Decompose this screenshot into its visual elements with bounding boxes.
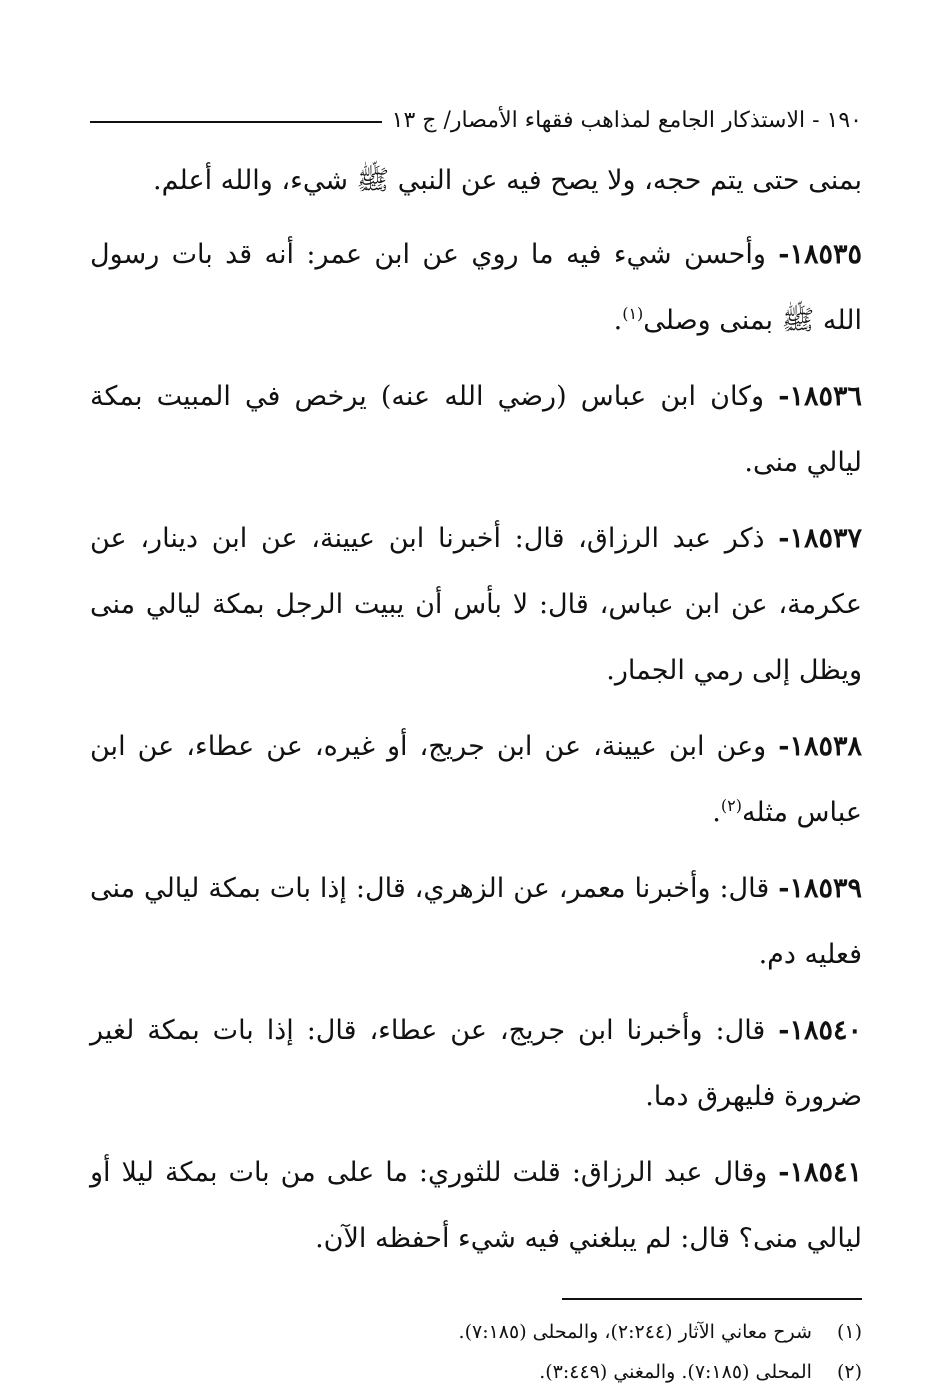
paragraph-18541 — [90, 1140, 862, 1272]
paragraph-18537 — [90, 506, 862, 704]
footnote-reference: (٢) — [720, 796, 742, 815]
paragraph-18540 — [90, 998, 862, 1130]
paragraph-text: وعن ابن عيينة، عن ابن جريج، أو غيره، عن عطاء، عن ابن عباس مثله — [90, 731, 862, 828]
footnote-label: (١) — [836, 1321, 862, 1343]
header-rule — [90, 121, 382, 123]
footnote-reference: (١) — [622, 304, 644, 323]
paragraph-number: ١٨٥٤٠- — [778, 1015, 862, 1046]
paragraph-end: . — [613, 305, 623, 336]
paragraph-number: ١٨٥٣٦- — [778, 381, 862, 412]
paragraph-number: ١٨٥٣٥- — [778, 239, 862, 270]
page — [90, 100, 862, 1392]
running-title: ١٩٠ - الاستذكار الجامع لمذاهب فقهاء الأمصار/ ج ١٣ — [391, 107, 862, 133]
paragraph-18539 — [90, 856, 862, 988]
paragraph-text: ذكر عبد الرزاق، قال: أخبرنا ابن عيينة، عن ابن دينار، عن عكرمة، عن ابن عباس، قال: لا بأس أن يبيت الرجل بمكة ليالي منى ويظل إلى رمي الجمار. — [90, 523, 862, 686]
footnote-text: شرح معاني الآثار (٢:٢٤٤)، والمحلى (٧:١٨٥). — [458, 1321, 812, 1343]
paragraph-18536 — [90, 364, 862, 496]
paragraph-text: قال: وأخبرنا ابن جريج، عن عطاء، قال: إذا بات بمكة لغير ضرورة فليهرق دما. — [90, 1015, 862, 1112]
paragraph-text: قال: وأخبرنا معمر، عن الزهري، قال: إذا بات بمكة ليالي منى فعليه دم. — [90, 873, 862, 970]
intro-paragraph: بمنى حتى يتم حجه، ولا يصح فيه عن النبي ﷺ شيء، والله أعلم. — [152, 165, 862, 196]
paragraph-number: ١٨٥٤١- — [778, 1157, 862, 1188]
page-header — [90, 100, 862, 140]
footnote-1 — [90, 1312, 862, 1352]
paragraph-number: ١٨٥٣٩- — [778, 873, 862, 904]
paragraph-text: وقال عبد الرزاق: قلت للثوري: ما على من بات بمكة ليلا أو ليالي منى؟ قال: لم يبلغني فيه شيء أحفظه الآن. — [90, 1157, 862, 1254]
paragraph-number: ١٨٥٣٧- — [778, 523, 862, 554]
paragraph-text: وأحسن شيء فيه ما روي عن ابن عمر: أنه قد بات رسول الله ﷺ بمنى وصلى — [90, 239, 862, 336]
footnote-label: (٢) — [836, 1361, 862, 1383]
paragraph-number: ١٨٥٣٨- — [778, 731, 862, 762]
paragraph-text: وكان ابن عباس (رضي الله عنه) يرخص في المبيت بمكة ليالي منى. — [90, 381, 862, 478]
footnote-2 — [90, 1352, 862, 1392]
footnote-text: المحلى (٧:١٨٥). والمغني (٣:٤٤٩). — [539, 1361, 812, 1383]
paragraph-18535 — [90, 222, 862, 354]
main-text — [90, 148, 862, 1272]
paragraph-end: . — [712, 797, 721, 828]
footnotes — [90, 1312, 862, 1392]
paragraph-18538 — [90, 714, 862, 846]
footnote-separator — [562, 1298, 862, 1300]
